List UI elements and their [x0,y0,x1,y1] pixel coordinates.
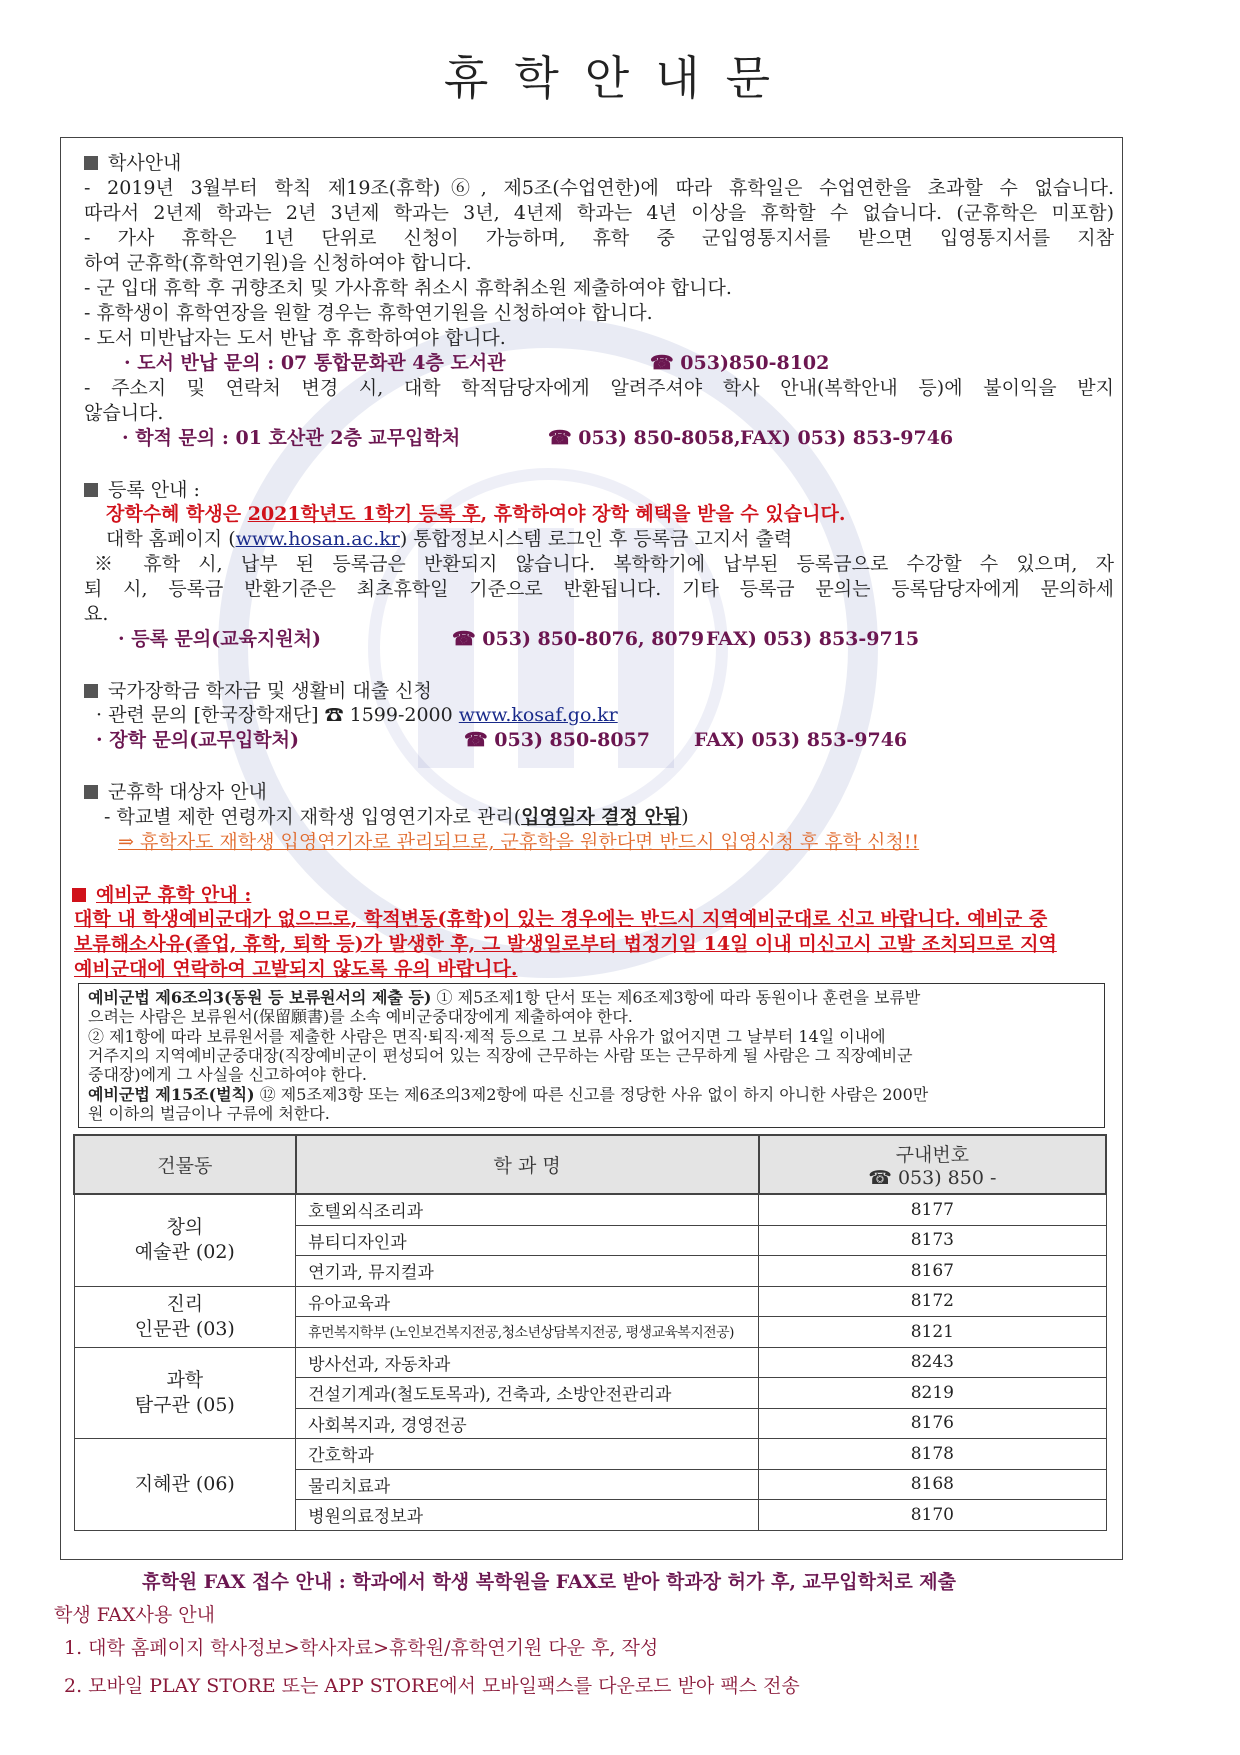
department-cell: 간호학과 [296,1439,759,1470]
scholarship-notice: 장학수혜 학생은 2021학년도 1학기 등록 후, 휴학하여야 장학 혜택을 받을 수 있습니다. [106,503,846,525]
kosaf-homepage-link[interactable]: www.kosaf.go.kr [458,704,618,726]
law-line: 예비군법 제15조(벌칙) ⑫ 제5조제3항 또는 제6조의3제2항에 따른 신고를 정당한 사유 없이 하지 아니한 사람은 200만 [88,1085,929,1104]
scholarship-fax: FAX) 053) 853-9746 [694,729,908,751]
registration-phone: ☎ 053) 850-8076, 8079 [452,628,705,650]
registration-heading: 등록 안내 : [84,478,1114,502]
red-square-bullet-icon [72,888,86,902]
page-title: 휴학안내문 [443,51,797,105]
law-line: 원 이하의 벌금이나 구류에 처한다. [88,1104,330,1123]
academic-line: - 2019년 3월부터 학칙 제19조(휴학)⑥, 제5조(수업연한)에 따라 휴학일은 수업연한을 초과할 수 없습니다. [84,177,1114,199]
fax-usage-heading: 학생 FAX사용 안내 [54,1604,215,1626]
column-header-building: 건물동 [74,1135,296,1194]
department-cell: 병원의료정보과 [296,1500,759,1531]
extension-cell: 8172 [759,1286,1106,1317]
extension-cell: 8173 [759,1225,1106,1256]
record-phone: ☎ 053) 850-8058, [548,427,741,449]
square-bullet-icon [84,483,98,497]
kosaf-contact: · 관련 문의 [한국장학재단] ☎ 1599-2000 www.kosaf.go.kr [96,704,618,726]
academic-line: 않습니다. [84,402,164,424]
homepage-notice: 대학 홈페이지 (www.hosan.ac.kr) 통합정보시스템 로그인 후 등록금 고지서 출력 [106,528,793,550]
department-cell: 물리치료과 [296,1469,759,1500]
department-cell: 사회복지과, 경영전공 [296,1408,759,1439]
extension-cell: 8170 [759,1500,1106,1531]
military-line: - 학교별 제한 연령까지 재학생 입영연기자로 관리(입영일자 결정 안됨) [104,806,689,828]
law-line: 거주지의 지역예비군중대장(직장예비군이 편성되어 있는 직장에 근무하는 사람 또는 근무하게 될 사람은 그 직장예비군 [88,1046,913,1065]
square-bullet-icon [84,684,98,698]
academic-line: - 주소지 및 연락처 변경 시, 대학 학적담당자에게 알려주셔야 학사 안내(복학안내 등)에 불이익을 받지 [84,377,1114,399]
fax-submission-notice: 휴학원 FAX 접수 안내 : 학과에서 학생 복학원을 FAX로 받아 학과장 허가 후, 교무입학처로 제출 [142,1571,956,1593]
record-contact: · 학적 문의 : 01 호산관 2층 교무입학처 [122,427,461,449]
record-fax: FAX) 053) 853-9746 [740,427,954,449]
department-extension-table [73,1134,1107,1531]
loan-heading: 국가장학금 학자금 및 생활비 대출 신청 [84,679,1114,703]
building-cell: 창의 예술관 (02) [74,1194,296,1286]
square-bullet-icon [84,785,98,799]
extension-cell: 8168 [759,1469,1106,1500]
registration-contact: · 등록 문의(교육지원처) [118,628,322,650]
column-header-department: 학 과 명 [296,1135,759,1194]
academic-line: 하여 군휴학(휴학연기원)을 신청하여야 합니다. [84,252,472,274]
table-row [74,1439,1106,1470]
building-cell: 진리 인문관 (03) [74,1286,296,1347]
law-line: ② 제1항에 따라 보류원서를 제출한 사람은 면직·퇴직·제적 등으로 그 보류 사유가 없어지면 그 날부터 14일 이내에 [88,1027,886,1046]
military-warning: ⇒ 휴학자도 재학생 입영연기자로 관리되므로, 군휴학을 원한다면 반드시 입영신청 후 휴학 신청!! [118,831,920,853]
department-cell: 휴먼복지학부 (노인보건복지전공,청소년상담복지전공, 평생교육복지전공) [296,1317,759,1348]
academic-heading: 학사안내 [84,151,1114,175]
scholarship-contact: · 장학 문의(교무입학처) [96,729,300,751]
reserve-law-box [78,983,1105,1128]
book-return-phone: ☎ 053)850-8102 [650,352,830,374]
extension-cell: 8177 [759,1194,1106,1225]
department-cell: 건설기계과(철도토목과), 건축과, 소방안전관리과 [296,1378,759,1409]
law-line: 으려는 사람은 보류원서(保留願書)를 소속 예비군중대장에게 제출하여야 한다. [88,1007,633,1026]
department-cell: 방사선과, 자동차과 [296,1347,759,1378]
table-row [74,1194,1106,1225]
extension-cell: 8167 [759,1256,1106,1287]
extension-cell: 8121 [759,1317,1106,1348]
scholarship-phone: ☎ 053) 850-8057 [464,729,650,751]
square-bullet-icon [84,156,98,170]
registration-fax: FAX) 053) 853-9715 [706,628,920,650]
fax-usage-step: 2. 모바일 PLAY STORE 또는 APP STORE에서 모바일팩스를 다운로드 받아 팩스 전송 [64,1675,800,1697]
refund-note: 요. [84,603,109,625]
extension-cell: 8176 [759,1408,1106,1439]
book-return-contact: · 도서 반납 문의 : 07 통합문화관 4층 도서관 [124,352,506,374]
extension-cell: 8243 [759,1347,1106,1378]
building-cell: 과학 탐구관 (05) [74,1347,296,1439]
academic-line: - 도서 미반납자는 도서 반납 후 휴학하여야 합니다. [84,327,506,349]
refund-note: ※ 휴학 시, 납부 된 등록금은 반환되지 않습니다. 복학학기에 납부된 등록금으로 수강할 수 있으며, 자 [94,553,1114,575]
table-row [74,1347,1106,1378]
academic-line: 따라서 2년제 학과는 2년 3년제 학과는 3년, 4년제 학과는 4년 이상을 휴학할 수 없습니다. (군휴학은 미포함) [84,202,1114,224]
extension-cell: 8219 [759,1378,1106,1409]
military-heading: 군휴학 대상자 안내 [84,780,1114,804]
reserve-heading: 예비군 휴학 안내 : [72,883,1102,907]
academic-line: - 군 입대 휴학 후 귀향조치 및 가사휴학 취소시 휴학취소원 제출하여야 합니다. [84,277,732,299]
law-line: 중대장)에게 그 사실을 신고하여야 한다. [88,1065,367,1084]
hosan-homepage-link[interactable]: www.hosan.ac.kr [235,528,400,550]
academic-line: - 휴학생이 휴학연장을 원할 경우는 휴학연기원을 신청하여야 합니다. [84,302,653,324]
reserve-line: 보류해소사유(졸업, 휴학, 퇴학 등)가 발생한 후, 그 발생일로부터 법정기일 14일 이내 미신고시 고발 조치되므로 지역 [74,933,1057,955]
department-cell: 호텔외식조리과 [296,1194,759,1225]
law-line: 예비군법 제6조의3(동원 등 보류원서의 제출 등) ① 제5조제1항 단서 또는 제6조제3항에 따라 동원이나 훈련을 보류받 [88,988,921,1007]
academic-line: - 가사 휴학은 1년 단위로 신청이 가능하며, 휴학 중 군입영통지서를 받으면 입영통지서를 지참 [84,227,1114,249]
refund-note: 퇴 시, 등록금 반환기준은 최초휴학일 기준으로 반환됩니다. 기타 등록금 문의는 등록담당자에게 문의하세 [84,578,1114,600]
department-cell: 뷰티디자인과 [296,1225,759,1256]
department-cell: 연기과, 뮤지컬과 [296,1256,759,1287]
extension-cell: 8178 [759,1439,1106,1470]
table-row [74,1286,1106,1317]
column-header-extension: 구내번호 ☎ 053) 850 - [759,1135,1106,1194]
fax-usage-step: 1. 대학 홈페이지 학사정보>학사자료>휴학원/휴학연기원 다운 후, 작성 [64,1637,659,1659]
table-header-row [74,1135,1106,1194]
department-cell: 유아교육과 [296,1286,759,1317]
reserve-line: 대학 내 학생예비군대가 없으므로, 학적변동(휴학)이 있는 경우에는 반드시 지역예비군대로 신고 바랍니다. 예비군 중 [74,908,1048,930]
reserve-line: 예비군대에 연락하여 고발되지 않도록 유의 바랍니다. [74,958,518,980]
building-cell: 지혜관 (06) [74,1439,296,1531]
